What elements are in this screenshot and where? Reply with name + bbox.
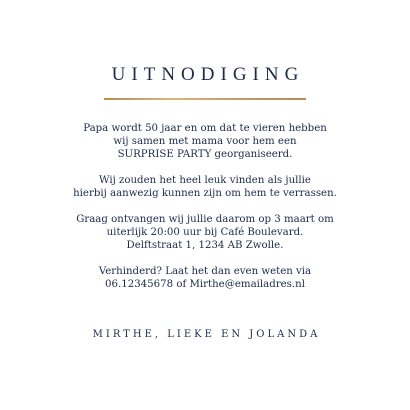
- text-line: Graag ontvangen wij jullie daarom op 3 maart om: [76, 214, 334, 225]
- invitation-body: [0, 122, 410, 304]
- text-line: Delftstraat 1, 1234 AB Zwolle.: [126, 240, 284, 251]
- text-line: Papa wordt 50 jaar en om dat te vieren hebben: [83, 123, 327, 134]
- text-line: uiterlijk 20:00 uur bij Café Boulevard.: [106, 227, 304, 238]
- text-line: wij samen met mama voor hem een: [113, 136, 297, 147]
- text-line: Verhinderd? Laat het dan even weten via: [98, 266, 312, 277]
- text-line: Wij zouden het heel leuk vinden als jullie: [99, 175, 311, 186]
- signature: MIRTHE, LIEKE EN JOLANDA: [92, 329, 321, 340]
- text-line: hierbij aanwezig kunnen zijn om hem te verrassen.: [73, 188, 337, 199]
- paragraph-request: [0, 174, 410, 200]
- paragraph-announcement: [0, 122, 410, 161]
- invitation-title: UITNODIGING: [111, 64, 305, 85]
- paragraph-location: [0, 213, 410, 252]
- text-line: SURPRISE PARTY georganiseerd.: [117, 149, 293, 160]
- paragraph-rsvp: [0, 265, 410, 291]
- gold-divider: [104, 98, 306, 100]
- text-line: 06.12345678 of Mirthe@emailadres.nl: [105, 279, 305, 290]
